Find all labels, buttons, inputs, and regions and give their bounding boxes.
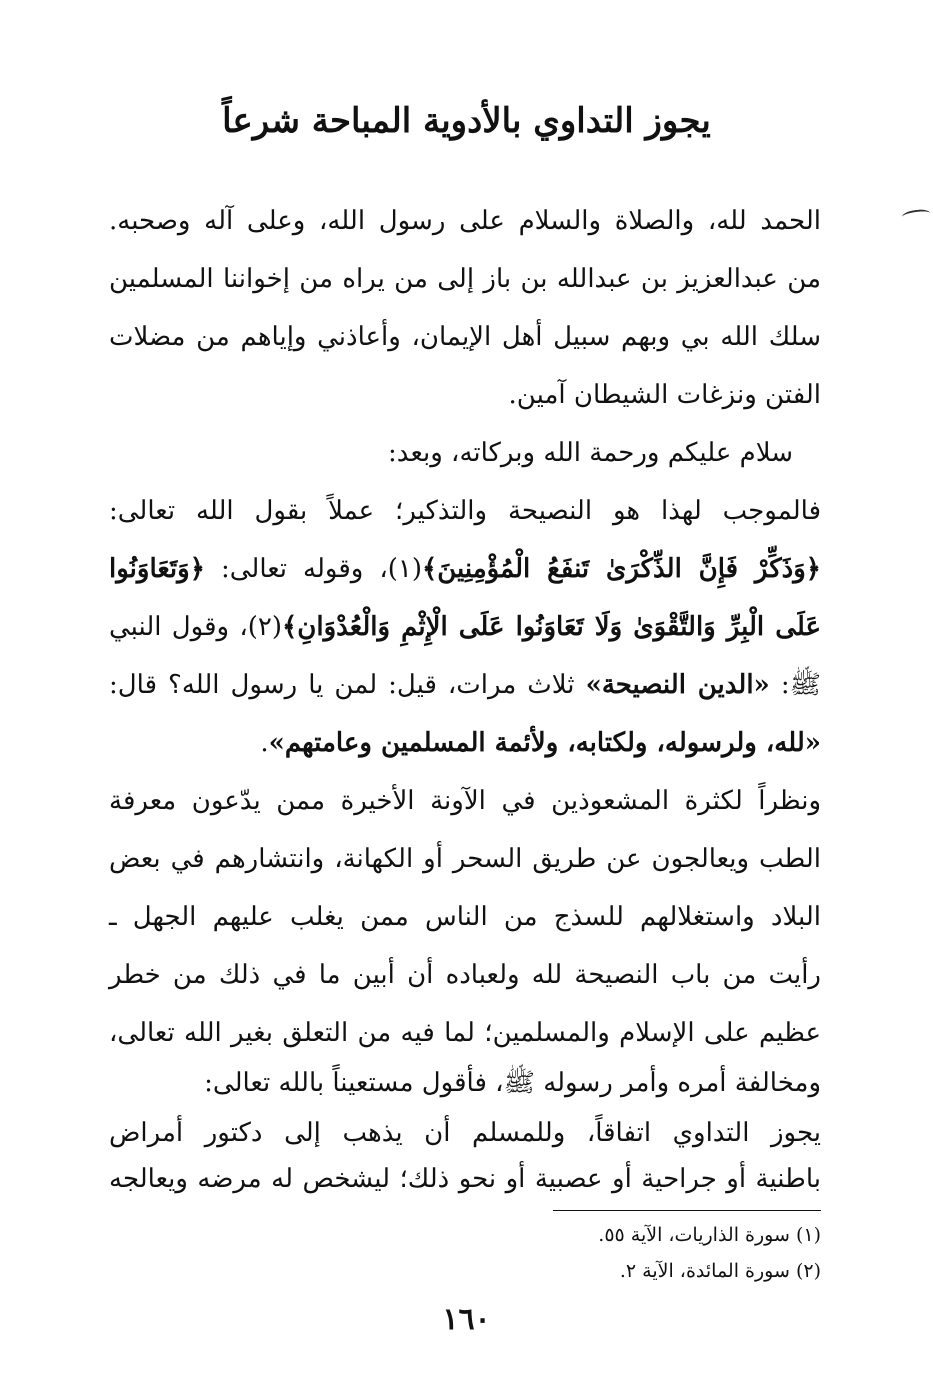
text-line-17: يجوز التداوي اتفاقاً، وللمسلم أن يذهب إلى دكتور أمراض (109, 1118, 821, 1148)
footnote-1: (١) سورة الذاريات، الآية ٥٥. (598, 1224, 821, 1246)
verse-text-start: ﴿وَتَعَاوَنُوا (109, 554, 205, 584)
verse-connector-2: (٢)، وقول النبي (109, 612, 283, 642)
salutation: ﷺ: (769, 670, 822, 700)
hadith-text-2: «لله، ولرسوله، ولكتابه، ولأئمة المسلمين وعامتهم» (268, 728, 821, 758)
text-line-1: الحمد لله، والصلاة والسلام على رسول الله، وعلى آله وصحبه. (109, 206, 821, 236)
footnote-divider (553, 1210, 821, 1211)
hadith-connector: ثلاث مرات، قيل: لمن يا رسول الله؟ قال: (109, 670, 586, 700)
greeting-line: سلام عليكم ورحمة الله وبركاته، وبعد: (388, 438, 793, 468)
page-title: يجوز التداوي بالأدوية المباحة شرعاً (222, 101, 711, 141)
hadith-text: «الدين النصيحة» (585, 670, 770, 700)
verse-line-1 (109, 540, 821, 598)
page-number: ١٦٠ (442, 1302, 491, 1337)
hadith-line-2 (109, 714, 821, 772)
text-line-11: ونظراً لكثرة المشعوذين في الآونة الأخيرة ممن يدّعون معرفة (109, 786, 821, 816)
text-line-4: الفتن ونزغات الشيطان آمين. (508, 380, 821, 410)
text-line-16: ومخالفة أمره وأمر رسوله ﷺ، فأقول مستعيناً بالله تعالى: (204, 1068, 821, 1098)
text-line-12: الطب ويعالجون عن طريق السحر أو الكهانة، وانتشارهم في بعض (109, 844, 821, 874)
footnote-2: (٢) سورة المائدة، الآية ٢. (619, 1260, 821, 1282)
text-line-18: باطنية أو جراحية أو عصبية أو نحو ذلك؛ ليشخص له مرضه ويعالجه (109, 1164, 821, 1194)
margin-mark (901, 208, 930, 222)
verse-line-2 (109, 598, 821, 656)
text-line-2: من عبدالعزيز بن عبدالله بن باز إلى من يراه من إخواننا المسلمين (109, 264, 821, 294)
verse-text-cont: عَلَى الْبِرِّ وَالتَّقْوَىٰ وَلَا تَعَاوَنُوا عَلَى الْإِثْمِ وَالْعُدْوَانِ﴾ (282, 612, 821, 642)
hadith-line-1 (109, 656, 821, 714)
text-line-3: سلك الله بي وبهم سبيل أهل الإيمان، وأعاذني وإياهم من مضلات (109, 322, 821, 352)
text-line-14: رأيت من باب النصيحة لله ولعباده أن أبين ما في ذلك من خطر (109, 960, 821, 990)
text-line-15: عظيم على الإسلام والمسلمين؛ لما فيه من التعلق بغير الله تعالى، (109, 1018, 821, 1048)
hadith-end: . (260, 728, 269, 758)
text-line-6: فالموجب لهذا هو النصيحة والتذكير؛ عملاً بقول الله تعالى: (109, 496, 821, 526)
verse-connector: (١)، وقوله تعالى: (204, 554, 423, 584)
verse-text: ﴿وَذَكِّرْ فَإِنَّ الذِّكْرَىٰ تَنفَعُ الْمُؤْمِنِينَ﴾ (422, 554, 821, 584)
text-line-13: البلاد واستغلالهم للسذج من الناس ممن يغلب عليهم الجهل ـ (109, 902, 821, 932)
